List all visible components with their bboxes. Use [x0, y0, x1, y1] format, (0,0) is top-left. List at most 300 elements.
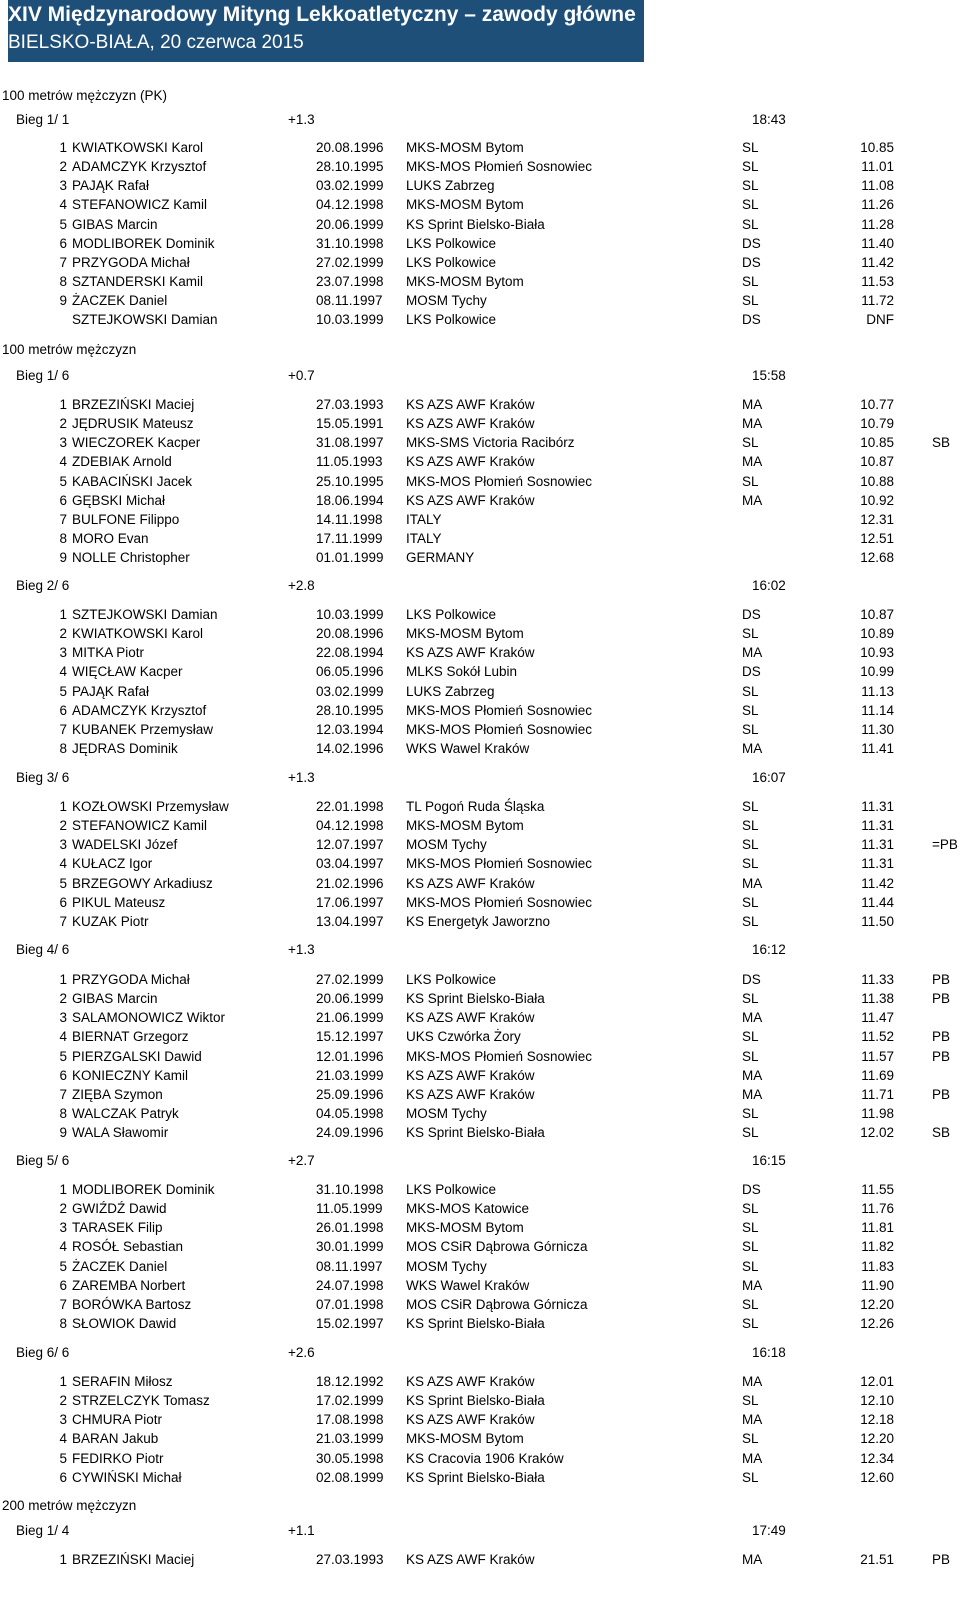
- place: 1: [59, 799, 67, 814]
- athlete-name: JĘDRAS Dominik: [72, 741, 178, 757]
- result: DNF: [866, 312, 894, 328]
- result-row: [0, 874, 950, 893]
- result: 11.83: [861, 1258, 894, 1274]
- result: 11.72: [861, 293, 894, 309]
- result: 10.88: [860, 473, 894, 489]
- category: MA: [742, 416, 763, 432]
- result-row: [0, 272, 950, 291]
- place: 7: [59, 913, 67, 929]
- category: SL: [742, 818, 759, 834]
- club: KS Cracovia 1906 Kraków: [406, 1450, 564, 1466]
- club: MKS-MOS Płomień Sosnowiec: [406, 702, 593, 718]
- club: UKS Czwórka Żory: [406, 1029, 521, 1045]
- heat-label: Bieg 1/ 4: [16, 1523, 70, 1538]
- athlete-name: ŻACZEK Daniel: [72, 293, 168, 309]
- result-row: [0, 157, 950, 176]
- club: WKS Wawel Kraków: [406, 1277, 530, 1293]
- category: DS: [742, 972, 761, 987]
- result: 11.13: [861, 683, 894, 699]
- result-row: [0, 433, 950, 452]
- category: DS: [742, 312, 761, 328]
- club: MKS-MOSM Bytom: [406, 274, 524, 290]
- athlete-name: SZTANDERSKI Kamil: [72, 274, 204, 290]
- place: 2: [59, 626, 67, 642]
- category: DS: [742, 235, 761, 251]
- result-row: [0, 701, 950, 720]
- result-row: [0, 893, 950, 912]
- heat-time: 16:15: [752, 1153, 786, 1168]
- result: 11.50: [861, 913, 894, 929]
- category: SL: [742, 1239, 759, 1255]
- birth-date: 20.08.1996: [316, 626, 384, 642]
- club: MOSM Tychy: [406, 293, 487, 309]
- place: 8: [59, 1316, 67, 1332]
- club: MKS-MOS Katowice: [406, 1201, 530, 1217]
- result: 11.81: [861, 1220, 894, 1236]
- category: SL: [742, 473, 759, 489]
- heat-label: Bieg 4/ 6: [16, 942, 70, 957]
- result: 10.79: [860, 416, 894, 432]
- result-row: [0, 1391, 950, 1410]
- athlete-name: MODLIBOREK Dominik: [72, 235, 215, 251]
- result-row: [0, 1314, 950, 1333]
- place: 5: [59, 1450, 67, 1466]
- result-row: [0, 1276, 950, 1295]
- place: 8: [59, 531, 67, 547]
- place: 4: [59, 1431, 67, 1447]
- birth-date: 27.03.1993: [316, 1552, 384, 1567]
- category: SL: [742, 216, 759, 232]
- heat-time: 18:43: [752, 112, 786, 127]
- result: 11.44: [861, 894, 894, 910]
- category: DS: [742, 1182, 761, 1197]
- club: TL Pogoń Ruda Śląska: [406, 799, 545, 814]
- place: 3: [59, 645, 67, 661]
- athlete-name: SERAFIN Miłosz: [72, 1374, 173, 1389]
- birth-date: 17.02.1999: [316, 1393, 384, 1409]
- athlete-name: WIĘCŁAW Kacper: [72, 664, 183, 680]
- club: KS AZS AWF Kraków: [406, 1086, 535, 1102]
- club: LUKS Zabrzeg: [406, 178, 495, 194]
- place: 6: [59, 702, 67, 718]
- place: 8: [59, 741, 67, 757]
- athlete-name: BORÓWKA Bartosz: [72, 1296, 192, 1312]
- place: 1: [59, 397, 67, 412]
- result-row: [0, 491, 950, 510]
- place: 3: [59, 837, 67, 853]
- result: 11.14: [861, 702, 894, 718]
- category: SL: [742, 1431, 759, 1447]
- birth-date: 20.06.1999: [316, 991, 384, 1007]
- place: 1: [59, 1182, 67, 1197]
- place: 9: [59, 1125, 67, 1141]
- athlete-name: KABACIŃSKI Jacek: [72, 473, 193, 489]
- result-row: [0, 1429, 950, 1448]
- athlete-name: BRZEGOWY Arkadiusz: [72, 875, 213, 891]
- athlete-name: SZTEJKOWSKI Damian: [72, 312, 218, 328]
- athlete-name: JĘDRUSIK Mateusz: [72, 416, 194, 432]
- result: 11.08: [861, 178, 894, 194]
- athlete-name: STRZELCZYK Tomasz: [72, 1393, 210, 1409]
- result-row: [0, 215, 950, 234]
- athlete-name: KONIECZNY Kamil: [72, 1067, 189, 1083]
- result-row: [0, 1372, 950, 1391]
- result-row: [0, 989, 950, 1008]
- result: 11.33: [861, 972, 894, 987]
- heat-label: Bieg 6/ 6: [16, 1345, 70, 1360]
- meeting-subtitle: BIELSKO-BIAŁA, 20 czerwca 2015: [8, 32, 304, 53]
- heat-time: 16:18: [752, 1345, 786, 1360]
- result: 11.76: [861, 1201, 894, 1217]
- result: 11.71: [861, 1086, 894, 1102]
- athlete-name: WALA Sławomir: [72, 1125, 169, 1141]
- result-row: [0, 970, 950, 989]
- birth-date: 22.01.1998: [316, 799, 384, 814]
- club: MKS-MOS Płomień Sosnowiec: [406, 473, 593, 489]
- birth-date: 17.08.1998: [316, 1412, 384, 1428]
- birth-date: 15.12.1997: [316, 1029, 384, 1045]
- result: 11.01: [861, 159, 894, 175]
- category: MA: [742, 397, 763, 412]
- club: KS Sprint Bielsko-Biała: [406, 1469, 545, 1485]
- result: 12.51: [860, 531, 894, 547]
- heat-time: 17:49: [752, 1523, 786, 1538]
- place: 2: [59, 1393, 67, 1409]
- athlete-name: STEFANOWICZ Kamil: [72, 197, 208, 213]
- category: MA: [742, 875, 763, 891]
- result: 11.53: [861, 274, 894, 290]
- category: MA: [742, 454, 763, 470]
- result-row: [0, 624, 950, 643]
- category: MA: [742, 741, 763, 757]
- birth-date: 12.07.1997: [316, 837, 384, 853]
- place: 7: [59, 511, 67, 527]
- club: ITALY: [406, 511, 442, 527]
- birth-date: 10.03.1999: [316, 312, 384, 328]
- place: 2: [59, 159, 67, 175]
- category: SL: [742, 1393, 759, 1409]
- birth-date: 17.06.1997: [316, 894, 384, 910]
- result: 21.51: [860, 1552, 894, 1567]
- place: 8: [59, 1106, 67, 1122]
- category: SL: [742, 894, 759, 910]
- birth-date: 27.02.1999: [316, 972, 384, 987]
- place: 2: [59, 1201, 67, 1217]
- place: 4: [59, 856, 67, 872]
- birth-date: 10.03.1999: [316, 607, 384, 622]
- birth-date: 25.10.1995: [316, 473, 384, 489]
- place: 6: [59, 235, 67, 251]
- result: 11.31: [861, 799, 894, 814]
- place: 6: [59, 1067, 67, 1083]
- result-row: [0, 253, 950, 272]
- result-row: [0, 234, 950, 253]
- place: 6: [59, 1277, 67, 1293]
- place: 6: [59, 894, 67, 910]
- result: 11.82: [861, 1239, 894, 1255]
- athlete-name: ROSÓŁ Sebastian: [72, 1239, 184, 1255]
- birth-date: 30.05.1998: [316, 1450, 384, 1466]
- result-row: [0, 1218, 950, 1237]
- athlete-name: NOLLE Christopher: [72, 550, 190, 566]
- athlete-name: KWIATKOWSKI Karol: [72, 626, 204, 642]
- result: 11.42: [861, 875, 894, 891]
- birth-date: 15.02.1997: [316, 1316, 384, 1332]
- place: 3: [59, 1220, 67, 1236]
- club: LKS Polkowice: [406, 235, 497, 251]
- heat-wind: +1.3: [288, 770, 315, 785]
- athlete-name: KWIATKOWSKI Karol: [72, 140, 204, 155]
- category: MA: [742, 1010, 763, 1026]
- athlete-name: KOZŁOWSKI Przemysław: [72, 799, 229, 814]
- heat-time: 16:12: [752, 942, 786, 957]
- club: KS AZS AWF Kraków: [406, 1067, 535, 1083]
- record-note: PB: [932, 991, 951, 1007]
- place: 7: [59, 1086, 67, 1102]
- result-row: [0, 414, 950, 433]
- birth-date: 12.03.1994: [316, 721, 384, 737]
- club: MKS-MOS Płomień Sosnowiec: [406, 894, 593, 910]
- birth-date: 21.03.1999: [316, 1431, 384, 1447]
- result: 10.77: [860, 397, 894, 412]
- result: 10.87: [860, 454, 894, 470]
- heat-label: Bieg 3/ 6: [16, 770, 70, 785]
- category: SL: [742, 197, 759, 213]
- result-row: [0, 291, 950, 310]
- category: SL: [742, 1029, 759, 1045]
- category: MA: [742, 1552, 763, 1567]
- category: DS: [742, 254, 761, 270]
- athlete-name: GWIŹDŹ Dawid: [72, 1201, 167, 1217]
- result-row: [0, 1008, 950, 1027]
- athlete-name: ZDEBIAK Arnold: [72, 454, 172, 470]
- result: 12.20: [860, 1431, 894, 1447]
- athlete-name: KUZAK Piotr: [72, 913, 149, 929]
- place: 7: [59, 721, 67, 737]
- result: 11.57: [861, 1048, 894, 1064]
- result-row: [0, 835, 958, 854]
- category: MA: [742, 1277, 763, 1293]
- result: 11.42: [861, 254, 894, 270]
- birth-date: 28.10.1995: [316, 159, 384, 175]
- heat-wind: +2.6: [288, 1345, 315, 1360]
- athlete-name: GĘBSKI Michał: [72, 492, 166, 508]
- place: 4: [59, 1239, 67, 1255]
- category: SL: [742, 626, 759, 642]
- birth-date: 14.02.1996: [316, 741, 384, 757]
- club: KS AZS AWF Kraków: [406, 492, 535, 508]
- club: KS Sprint Bielsko-Biała: [406, 1393, 545, 1409]
- category: MA: [742, 645, 763, 661]
- club: MOS CSiR Dąbrowa Górnicza: [406, 1239, 588, 1255]
- athlete-name: MITKA Piotr: [72, 645, 145, 661]
- heat-wind: +2.7: [288, 1153, 315, 1168]
- club: MKS-MOSM Bytom: [406, 818, 524, 834]
- birth-date: 08.11.1997: [316, 293, 383, 309]
- birth-date: 15.05.1991: [316, 416, 384, 432]
- result: 12.26: [860, 1316, 894, 1332]
- birth-date: 11.05.1993: [316, 454, 383, 470]
- athlete-name: STEFANOWICZ Kamil: [72, 818, 208, 834]
- birth-date: 31.10.1998: [316, 235, 384, 251]
- category: SL: [742, 435, 759, 451]
- birth-date: 04.12.1998: [316, 818, 384, 834]
- birth-date: 21.02.1996: [316, 875, 384, 891]
- club: KS Energetyk Jaworzno: [406, 913, 551, 929]
- result-row: [0, 1047, 950, 1066]
- heat-label: Bieg 1/ 6: [16, 368, 70, 383]
- club: KS AZS AWF Kraków: [406, 1010, 535, 1026]
- club: MKS-MOSM Bytom: [406, 1220, 524, 1236]
- result-row: [0, 176, 950, 195]
- athlete-name: ZAREMBA Norbert: [72, 1277, 186, 1293]
- club: LKS Polkowice: [406, 972, 497, 987]
- category: SL: [742, 178, 759, 194]
- result-row: [0, 310, 950, 329]
- heat-label: Bieg 1/ 1: [16, 112, 70, 127]
- athlete-name: KUBANEK Przemysław: [72, 721, 214, 737]
- birth-date: 20.08.1996: [316, 140, 384, 155]
- result-row: [0, 662, 950, 681]
- place: 5: [59, 683, 67, 699]
- athlete-name: ADAMCZYK Krzysztof: [72, 702, 207, 718]
- category: SL: [742, 159, 759, 175]
- club: LKS Polkowice: [406, 1182, 497, 1197]
- club: GERMANY: [406, 550, 475, 566]
- place: 3: [59, 435, 67, 451]
- athlete-name: PAJĄK Rafał: [72, 683, 150, 699]
- result-row: [0, 1027, 950, 1046]
- place: 6: [59, 1469, 67, 1485]
- club: MKS-SMS Victoria Racibórz: [406, 435, 575, 451]
- athlete-name: ZIĘBA Szymon: [72, 1086, 163, 1102]
- athlete-name: WALCZAK Patryk: [72, 1106, 179, 1122]
- result-row: [0, 854, 950, 873]
- result-row: [0, 395, 950, 414]
- result: 10.93: [860, 645, 894, 661]
- club: KS AZS AWF Kraków: [406, 1374, 535, 1389]
- category: SL: [742, 140, 759, 155]
- result: 12.31: [860, 511, 894, 527]
- athlete-name: BARAN Jakub: [72, 1431, 159, 1447]
- result: 11.38: [861, 991, 894, 1007]
- place: 2: [59, 416, 67, 432]
- club: KS AZS AWF Kraków: [406, 1552, 535, 1567]
- birth-date: 06.05.1996: [316, 664, 384, 680]
- club: MOSM Tychy: [406, 1106, 487, 1122]
- birth-date: 23.07.1998: [316, 274, 384, 290]
- athlete-name: PIKUL Mateusz: [72, 894, 166, 910]
- category: SL: [742, 799, 759, 814]
- category: SL: [742, 1220, 759, 1236]
- result-row: [0, 1410, 950, 1429]
- result-row: [0, 643, 950, 662]
- birth-date: 21.03.1999: [316, 1067, 384, 1083]
- category: SL: [742, 913, 759, 929]
- athlete-name: MORO Evan: [72, 531, 149, 547]
- event-title: 200 metrów mężczyzn: [2, 1498, 137, 1513]
- athlete-name: PRZYGODA Michał: [72, 254, 190, 270]
- athlete-name: MODLIBOREK Dominik: [72, 1182, 215, 1197]
- category: DS: [742, 664, 761, 680]
- result-row: [0, 739, 950, 758]
- club: KS AZS AWF Kraków: [406, 397, 535, 412]
- birth-date: 24.07.1998: [316, 1277, 384, 1293]
- category: MA: [742, 1067, 763, 1083]
- club: KS AZS AWF Kraków: [406, 875, 535, 891]
- category: SL: [742, 1201, 759, 1217]
- category: SL: [742, 274, 759, 290]
- result: 11.41: [861, 741, 894, 757]
- category: SL: [742, 856, 759, 872]
- athlete-name: WIECZOREK Kacper: [72, 435, 201, 451]
- birth-date: 02.08.1999: [316, 1469, 384, 1485]
- birth-date: 03.02.1999: [316, 178, 384, 194]
- birth-date: 25.09.1996: [316, 1086, 384, 1102]
- place: 1: [59, 1374, 67, 1389]
- record-note: =PB: [932, 837, 958, 853]
- result: 12.01: [860, 1374, 894, 1389]
- result-row: [0, 1199, 950, 1218]
- place: 4: [59, 664, 67, 680]
- place: 3: [59, 1010, 67, 1026]
- club: MKS-MOS Płomień Sosnowiec: [406, 856, 593, 872]
- club: LKS Polkowice: [406, 254, 497, 270]
- athlete-name: BRZEZIŃSKI Maciej: [72, 397, 195, 412]
- result: 11.31: [861, 818, 894, 834]
- birth-date: 21.06.1999: [316, 1010, 384, 1026]
- event-title: 100 metrów mężczyzn: [2, 342, 137, 357]
- club: LUKS Zabrzeg: [406, 683, 495, 699]
- club: KS Sprint Bielsko-Biała: [406, 991, 545, 1007]
- athlete-name: WADELSKI Józef: [72, 837, 178, 853]
- result-row: [0, 1295, 950, 1314]
- result: 10.99: [860, 664, 894, 680]
- athlete-name: TARASEK Filip: [72, 1220, 163, 1236]
- result-row: [0, 1257, 950, 1276]
- place: 4: [59, 1029, 67, 1045]
- result-row: [0, 1237, 950, 1256]
- birth-date: 24.09.1996: [316, 1125, 384, 1141]
- result: 11.31: [861, 837, 894, 853]
- category: DS: [742, 607, 761, 622]
- club: KS Sprint Bielsko-Biała: [406, 1125, 545, 1141]
- category: SL: [742, 1106, 759, 1122]
- record-note: PB: [932, 1029, 951, 1045]
- place: 9: [59, 293, 67, 309]
- club: MKS-MOSM Bytom: [406, 140, 524, 155]
- athlete-name: SŁOWIOK Dawid: [72, 1316, 177, 1332]
- result-row: [0, 195, 950, 214]
- heat-time: 16:07: [752, 770, 786, 785]
- result: 11.30: [861, 721, 894, 737]
- category: SL: [742, 1296, 759, 1312]
- result: 10.92: [860, 492, 894, 508]
- club: KS AZS AWF Kraków: [406, 454, 535, 470]
- club: MKS-MOS Płomień Sosnowiec: [406, 1048, 593, 1064]
- result: 11.28: [861, 216, 894, 232]
- heat-time: 16:02: [752, 578, 786, 593]
- category: SL: [742, 702, 759, 718]
- result-row: [0, 529, 950, 548]
- birth-date: 13.04.1997: [316, 913, 384, 929]
- place: 5: [59, 216, 67, 232]
- category: SL: [742, 1469, 759, 1485]
- birth-date: 28.10.1995: [316, 702, 384, 718]
- place: 2: [59, 818, 67, 834]
- club: MLKS Sokół Lubin: [406, 664, 518, 680]
- result: 10.85: [860, 140, 894, 155]
